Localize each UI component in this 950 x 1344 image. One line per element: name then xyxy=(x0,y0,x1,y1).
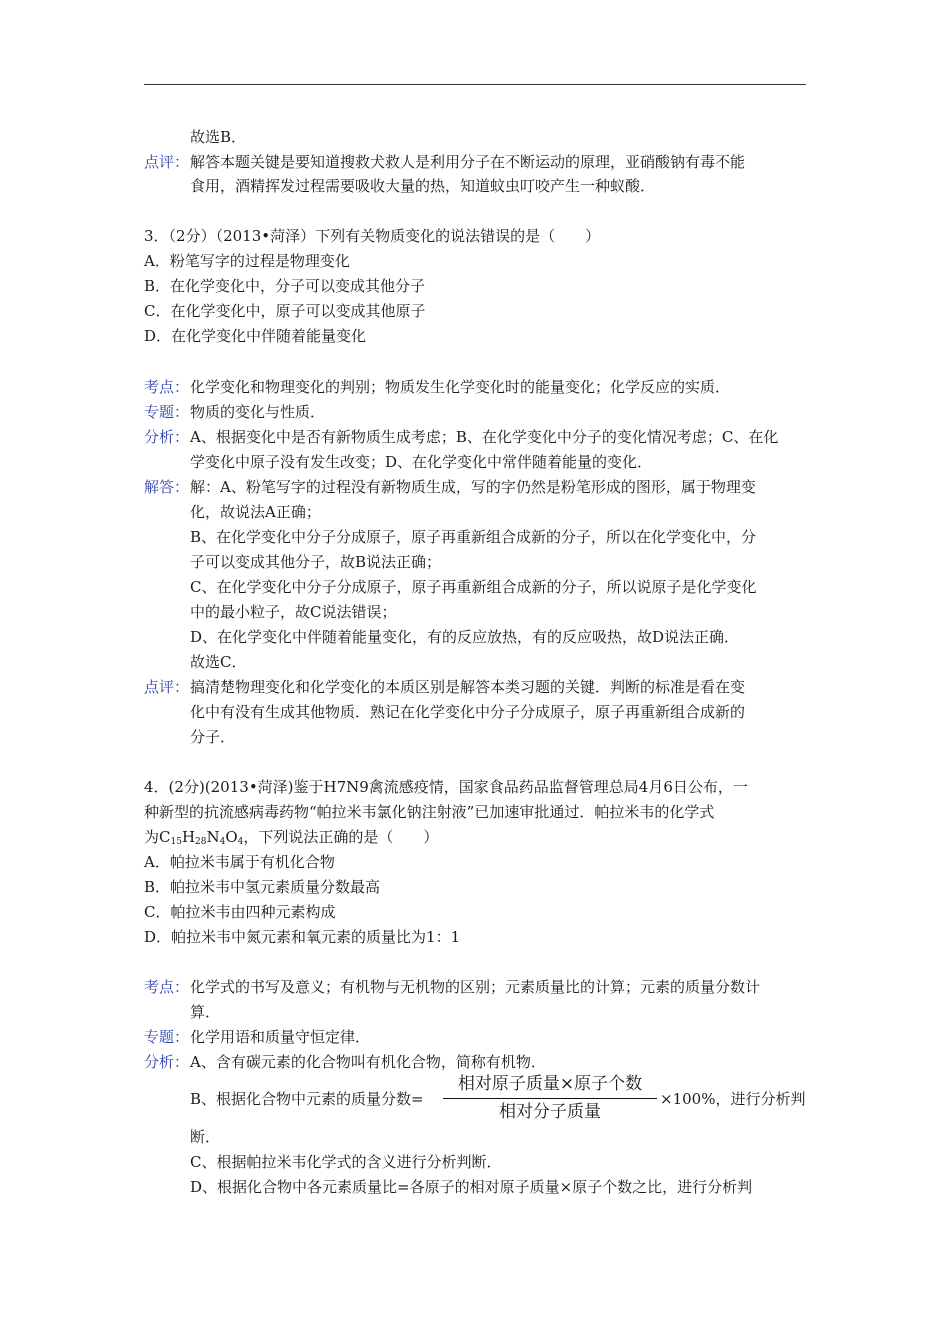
jieda-line: 解：A、粉笔写字的过程没有新物质生成，写的字仍然是粉笔形成的图形，属于物理变 xyxy=(190,478,756,496)
label-zhuanti: 专题： xyxy=(144,403,190,421)
jieda-line: 故选C． xyxy=(190,653,247,671)
label-comment: 点评： xyxy=(144,678,190,696)
fraction xyxy=(443,1072,657,1124)
fraction-denominator: 相对分子质量 xyxy=(499,1102,601,1122)
jieda-line: 中的最小粒子，故C说法错误； xyxy=(190,603,397,621)
formula-sub-h: 28 xyxy=(195,837,207,847)
kaodian-text: 算． xyxy=(190,1003,221,1021)
comment-line: 食用，酒精挥发过程需要吸收大量的热，知道蚊虫叮咬产生一种蚁酸． xyxy=(190,177,656,195)
jieda-line: 化，故说法A正确； xyxy=(190,503,321,521)
jieda-line: B、在化学变化中分子分成原子，原子再重新组合成新的分子，所以在化学变化中，分 xyxy=(190,528,757,546)
option-d: D．帕拉米韦中氮元素和氧元素的质量比为1：1 xyxy=(144,928,461,946)
formula-line xyxy=(144,827,438,847)
option-a: A．帕拉米韦属于有机化合物 xyxy=(144,853,335,871)
comment-line: 解答本题关键是要知道搜救犬救人是利用分子在不断运动的原理，亚硝酸钠有毒不能 xyxy=(190,153,746,171)
fenxi-b-pre: B、根据化合物中元素的质量分数= xyxy=(190,1090,424,1108)
label-comment: 点评： xyxy=(144,153,190,171)
formula-el-n: N xyxy=(206,828,220,846)
fraction-bar xyxy=(443,1098,657,1099)
formula-sub-o: 4 xyxy=(237,837,244,847)
fenxi-line: A、根据变化中是否有新物质生成考虑；B、在化学变化中分子的变化情况考虑；C、在化 xyxy=(190,428,779,446)
fenxi-line: A、含有碳元素的化合物叫有机化合物，简称有机物． xyxy=(190,1053,546,1071)
formula-el-h: H xyxy=(181,828,196,846)
jieda-line: D、在化学变化中伴随着能量变化，有的反应放热，有的反应吸热，故D说法正确． xyxy=(190,628,740,646)
fenxi-line: 学变化中原子没有发生改变；D、在化学变化中常伴随着能量的变化． xyxy=(190,453,653,471)
option-b: B．在化学变化中，分子可以变成其他分子 xyxy=(144,277,426,295)
kaodian-text: 化学式的书写及意义；有机物与无机物的区别；元素质量比的计算；元素的质量分数计 xyxy=(190,978,761,996)
option-a: A．粉笔写字的过程是物理变化 xyxy=(144,252,350,270)
label-fenxi: 分析： xyxy=(144,428,190,446)
label-kaodian: 考点： xyxy=(144,978,190,996)
question-stem: 4．(2分)(2013•菏泽)鉴于H7N9禽流感疫情，国家食品药品监督管理总局4月6日公布，一 xyxy=(144,778,748,796)
answer-line: 故选B． xyxy=(190,128,247,146)
label-jieda: 解答： xyxy=(144,478,190,496)
formula-suffix: ，下列说法正确的是（ ） xyxy=(243,828,439,846)
mass-fraction-formula xyxy=(190,1072,810,1128)
question-stem: 3．（2分）（2013•菏泽）下列有关物质变化的说法错误的是（ ） xyxy=(144,227,601,245)
header-rule xyxy=(144,84,806,85)
label-kaodian: 考点： xyxy=(144,378,190,396)
label-zhuanti: 专题： xyxy=(144,1028,190,1046)
fraction-numerator: 相对原子质量×原子个数 xyxy=(457,1074,643,1094)
jieda-line: 子可以变成其他分子，故B说法正确； xyxy=(190,553,442,571)
option-c: C．帕拉米韦由四种元素构成 xyxy=(144,903,336,921)
comment-line: 化中有没有生成其他物质．熟记在化学变化中分子分成原子，原子再重新组合成新的 xyxy=(190,703,746,721)
fenxi-line: 断． xyxy=(190,1128,221,1146)
formula-prefix: 为C xyxy=(144,828,171,846)
question-stem: 种新型的抗流感病毒药物“帕拉米韦氯化钠注射液”已加速审批通过．帕拉米韦的化学式 xyxy=(144,803,715,821)
comment-line: 分子． xyxy=(190,728,236,746)
zhuanti-text: 化学用语和质量守恒定律． xyxy=(190,1028,371,1046)
option-d: D．在化学变化中伴随着能量变化 xyxy=(144,327,367,345)
jieda-line: C、在化学变化中分子分成原子，原子再重新组合成新的分子，所以说原子是化学变化 xyxy=(190,578,757,596)
comment-line: 搞清楚物理变化和化学变化的本质区别是解答本类习题的关键．判断的标准是看在变 xyxy=(190,678,746,696)
formula-sub-n: 4 xyxy=(219,837,226,847)
zhuanti-text: 物质的变化与性质． xyxy=(190,403,326,421)
formula-el-o: O xyxy=(225,828,238,846)
option-c: C．在化学变化中，原子可以变成其他原子 xyxy=(144,302,426,320)
fenxi-line: D、根据化合物中各元素质量比=各原子的相对原子质量×原子个数之比，进行分析判 xyxy=(190,1178,753,1196)
fenxi-b-post: ×100%，进行分析判 xyxy=(660,1090,806,1108)
kaodian-text: 化学变化和物理变化的判别；物质发生化学变化时的能量变化；化学反应的实质． xyxy=(190,378,731,396)
formula-sub-c: 15 xyxy=(170,837,182,847)
option-b: B．帕拉米韦中氢元素质量分数最高 xyxy=(144,878,381,896)
label-fenxi: 分析： xyxy=(144,1053,190,1071)
fenxi-line: C、根据帕拉米韦化学式的含义进行分析判断． xyxy=(190,1153,502,1171)
